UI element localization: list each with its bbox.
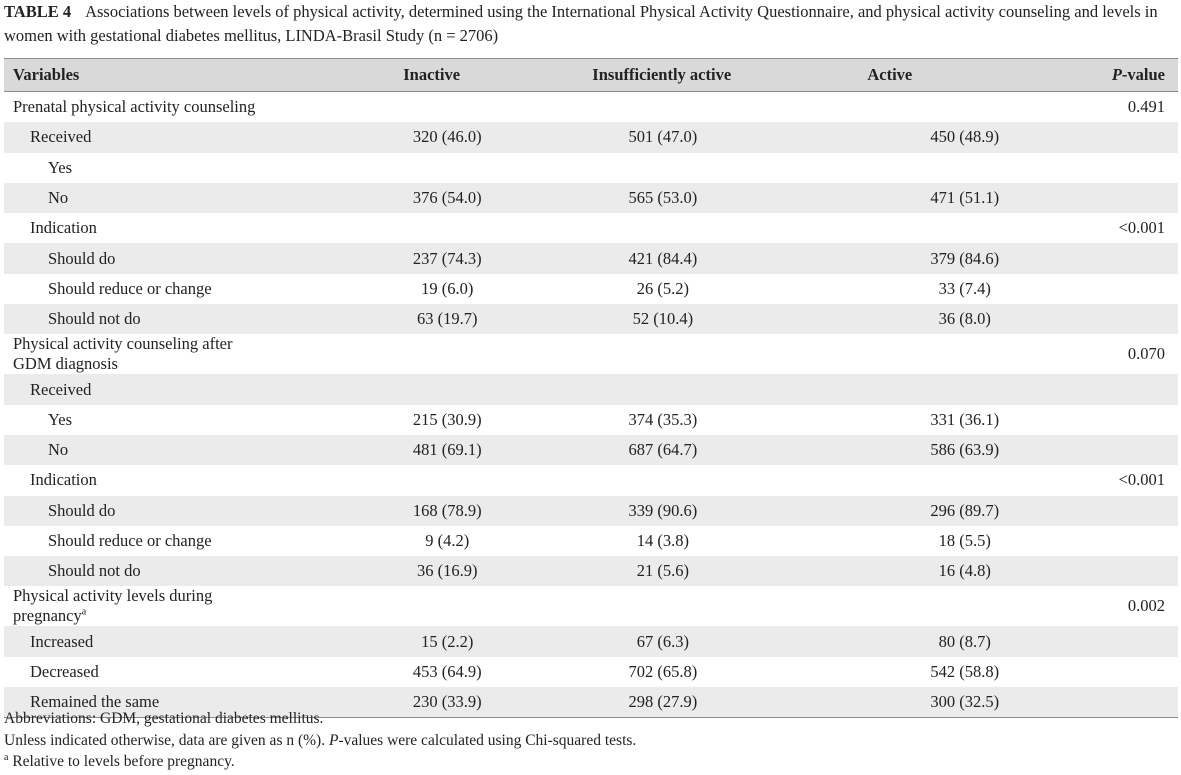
cell-p-value xyxy=(1029,183,1178,213)
cell-inactive xyxy=(273,213,560,243)
cell-variable xyxy=(4,526,273,556)
cell-inactive: 230 (33.9) xyxy=(273,687,560,718)
cell-variable xyxy=(4,496,273,526)
cell-insufficiently-active: 702 (65.8) xyxy=(628,661,698,681)
cell-active: 16 (4.8) xyxy=(760,556,1029,586)
footnote-text: Relative to levels before pregnancy. xyxy=(8,753,235,770)
table-row xyxy=(4,374,1178,404)
row-label: No xyxy=(48,440,69,460)
cell-active: 36 (8.0) xyxy=(760,304,1029,334)
cell-insufficiently-active xyxy=(560,465,760,495)
data-table xyxy=(4,58,1178,718)
caption-text: Associations between levels of physical activity, determined using the International Physical Activity Questionnaire, and physical activity counseling and levels in women with gestational diabetes mellitus, LINDA-Brasil Study (n = 2706) xyxy=(4,2,1158,45)
table-row xyxy=(4,657,1178,687)
cell-p-value xyxy=(1029,556,1178,586)
row-label: Yes xyxy=(48,157,73,177)
table-row xyxy=(4,274,1178,304)
cell-insufficiently-active xyxy=(560,213,760,243)
cell-insufficiently-active: 374 (35.3) xyxy=(628,409,698,429)
table-row xyxy=(4,405,1178,435)
header-row xyxy=(4,59,1178,92)
cell-p-value xyxy=(1029,657,1178,687)
cell-active: 586 (63.9) xyxy=(760,435,1029,465)
row-label: Remained the same xyxy=(30,692,160,712)
cell-active xyxy=(760,92,1029,123)
table-row xyxy=(4,304,1178,334)
cell-active: 300 (32.5) xyxy=(760,687,1029,718)
cell-p-value xyxy=(1029,374,1178,404)
cell-p-value: 0.002 xyxy=(1127,596,1165,616)
cell-variable xyxy=(4,374,273,404)
header-insufficiently-active: Insufficiently active xyxy=(560,59,760,92)
row-label: Physical activity levels during pregnancy xyxy=(13,586,213,626)
table-row xyxy=(4,92,1178,123)
cell-active: 450 (48.9) xyxy=(760,122,1029,152)
cell-inactive xyxy=(273,374,560,404)
cell-inactive: 453 (64.9) xyxy=(412,661,482,681)
cell-variable xyxy=(4,92,273,123)
row-label: Yes xyxy=(48,409,73,429)
table-row xyxy=(4,334,1178,374)
header-active: Active xyxy=(760,59,1029,92)
footnote-a xyxy=(4,751,1174,773)
cell-p-value xyxy=(1029,304,1178,334)
table-row xyxy=(4,183,1178,213)
cell-inactive: 237 (74.3) xyxy=(273,243,560,273)
cell-inactive xyxy=(273,92,560,123)
cell-active: 33 (7.4) xyxy=(938,278,991,298)
row-label: Should reduce or change xyxy=(48,531,212,550)
cell-insufficiently-active: 21 (5.6) xyxy=(560,556,760,586)
cell-inactive xyxy=(273,153,560,183)
cell-active: 379 (84.6) xyxy=(760,243,1029,273)
table-row xyxy=(4,435,1178,465)
cell-variable xyxy=(4,334,273,374)
cell-active: 331 (36.1) xyxy=(930,409,1000,429)
cell-insufficiently-active: 26 (5.2) xyxy=(636,278,689,298)
cell-active: 542 (58.8) xyxy=(930,661,1000,681)
cell-active xyxy=(760,465,1029,495)
row-label: Physical activity counseling after GDM diagnosis xyxy=(13,334,233,374)
cell-inactive: 9 (4.2) xyxy=(425,531,470,550)
cell-active: 80 (8.7) xyxy=(760,626,1029,656)
cell-variable xyxy=(4,153,273,183)
cell-insufficiently-active xyxy=(560,586,760,626)
row-label: Received xyxy=(30,127,92,147)
row-label: Increased xyxy=(30,631,94,651)
row-label: No xyxy=(48,188,69,208)
cell-variable xyxy=(4,435,273,465)
cell-insufficiently-active xyxy=(560,92,760,123)
footnote-mark: a xyxy=(4,751,9,763)
cell-variable xyxy=(4,657,273,687)
cell-insufficiently-active: 501 (47.0) xyxy=(560,122,760,152)
cell-variable xyxy=(4,243,273,273)
cell-inactive: 15 (2.2) xyxy=(273,626,560,656)
cell-insufficiently-active: 565 (53.0) xyxy=(560,183,760,213)
row-label: Decreased xyxy=(30,661,99,681)
abbreviations-note: Abbreviations: GDM, gestational diabetes mellitus. xyxy=(4,710,324,727)
row-footnote-mark: a xyxy=(81,606,87,618)
header-p-letter: P xyxy=(1111,65,1122,84)
cell-p-value xyxy=(1029,526,1178,556)
cell-inactive: 376 (54.0) xyxy=(273,183,560,213)
cell-inactive: 168 (78.9) xyxy=(273,496,560,526)
cell-inactive: 36 (16.9) xyxy=(273,556,560,586)
cell-active: 18 (5.5) xyxy=(938,531,991,550)
cell-inactive: 215 (30.9) xyxy=(412,409,482,429)
table-row xyxy=(4,556,1178,586)
cell-p-value xyxy=(1029,435,1178,465)
table-label: TABLE 4 xyxy=(4,2,72,21)
data-note-post: -values were calculated using Chi-squared tests. xyxy=(338,731,637,749)
cell-variable xyxy=(4,122,273,152)
data-note-pre: Unless indicated otherwise, data are given as n (%). xyxy=(4,731,329,749)
cell-active xyxy=(760,374,1029,404)
table-row xyxy=(4,626,1178,656)
cell-variable xyxy=(4,556,273,586)
cell-inactive: 19 (6.0) xyxy=(421,278,474,298)
cell-insufficiently-active: 339 (90.6) xyxy=(560,496,760,526)
cell-insufficiently-active xyxy=(560,153,760,183)
row-label: Should do xyxy=(48,248,116,268)
cell-p-value: 0.070 xyxy=(1127,344,1165,364)
cell-active xyxy=(760,586,1029,626)
table-row xyxy=(4,586,1178,626)
cell-active xyxy=(760,334,1029,374)
row-label: Indication xyxy=(30,470,97,490)
cell-insufficiently-active: 298 (27.9) xyxy=(560,687,760,718)
table-caption xyxy=(4,0,1174,48)
row-label: Prenatal physical activity counseling xyxy=(13,97,256,117)
table-row xyxy=(4,213,1178,243)
cell-p-value xyxy=(1029,153,1178,183)
table-row xyxy=(4,526,1178,556)
cell-p-value: 0.491 xyxy=(1127,97,1165,117)
cell-variable xyxy=(4,183,273,213)
cell-insufficiently-active xyxy=(560,334,760,374)
cell-p-value: <0.001 xyxy=(1118,470,1165,490)
cell-p-value: <0.001 xyxy=(1118,218,1165,238)
cell-insufficiently-active: 67 (6.3) xyxy=(560,626,760,656)
cell-insufficiently-active: 52 (10.4) xyxy=(560,304,760,334)
cell-variable xyxy=(4,586,273,626)
row-label: Should not do xyxy=(48,309,141,329)
cell-variable xyxy=(4,626,273,656)
cell-inactive: 320 (46.0) xyxy=(273,122,560,152)
cell-inactive: 481 (69.1) xyxy=(273,435,560,465)
cell-p-value xyxy=(1029,274,1178,304)
header-variables: Variables xyxy=(4,59,273,92)
table-body xyxy=(4,92,1178,718)
cell-variable xyxy=(4,213,273,243)
cell-variable xyxy=(4,465,273,495)
cell-p-value xyxy=(1029,496,1178,526)
cell-insufficiently-active: 421 (84.4) xyxy=(560,243,760,273)
row-label: Received xyxy=(30,379,92,399)
row-label: Indication xyxy=(30,218,97,238)
header-p-value xyxy=(1029,59,1178,92)
cell-active xyxy=(760,153,1029,183)
cell-active: 296 (89.7) xyxy=(760,496,1029,526)
row-label: Should not do xyxy=(48,561,141,581)
cell-inactive xyxy=(273,334,560,374)
cell-active: 471 (51.1) xyxy=(760,183,1029,213)
cell-variable xyxy=(4,405,273,435)
cell-variable xyxy=(4,304,273,334)
table-row xyxy=(4,243,1178,273)
cell-active xyxy=(760,213,1029,243)
table-notes xyxy=(4,708,1174,773)
header-p-suffix: -value xyxy=(1121,65,1165,84)
row-label: Should do xyxy=(48,500,116,520)
data-note-p: P xyxy=(328,731,339,749)
table-row xyxy=(4,465,1178,495)
cell-insufficiently-active xyxy=(560,374,760,404)
row-label: Should reduce or change xyxy=(48,278,212,298)
cell-inactive: 63 (19.7) xyxy=(273,304,560,334)
cell-p-value xyxy=(1029,243,1178,273)
table-row xyxy=(4,496,1178,526)
data-note xyxy=(4,730,1174,752)
header-inactive: Inactive xyxy=(273,59,560,92)
cell-p-value xyxy=(1029,626,1178,656)
cell-p-value xyxy=(1029,405,1178,435)
cell-inactive xyxy=(273,465,560,495)
table-row xyxy=(4,153,1178,183)
cell-p-value xyxy=(1029,122,1178,152)
table-row xyxy=(4,122,1178,152)
cell-insufficiently-active: 14 (3.8) xyxy=(636,531,689,550)
cell-insufficiently-active: 687 (64.7) xyxy=(560,435,760,465)
cell-variable xyxy=(4,274,273,304)
cell-inactive xyxy=(273,586,560,626)
